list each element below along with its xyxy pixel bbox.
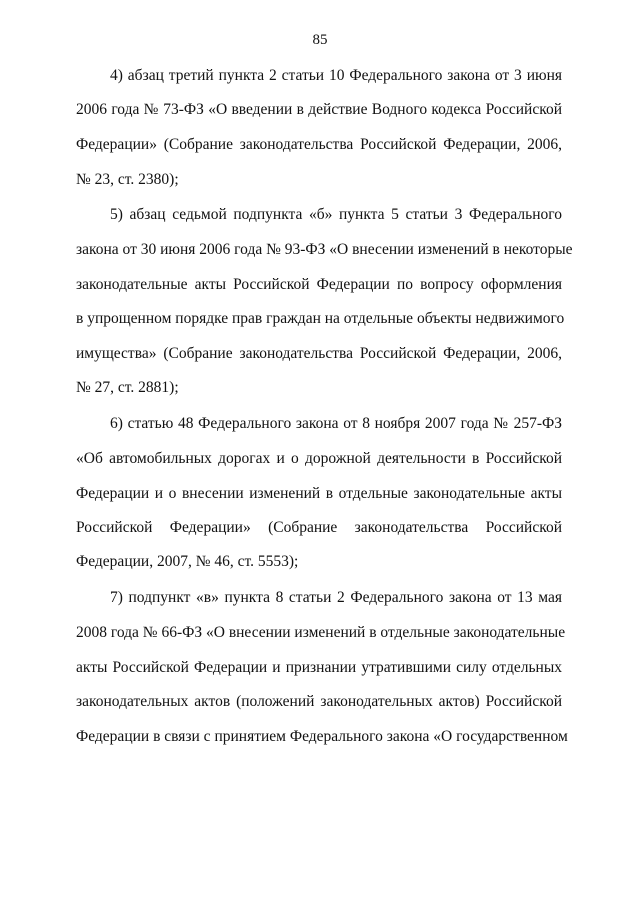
text-line: акты Российской Федерации и признании утратившими силу отдельных — [76, 659, 562, 676]
text-line: 7) подпункт «в» пункта 8 статьи 2 Федерального закона от 13 мая — [110, 589, 562, 606]
text-line: № 27, ст. 2881); — [76, 379, 179, 396]
text-line: 4) абзац третий пункта 2 статьи 10 Федерального закона от 3 июня — [110, 67, 562, 84]
text-line: 5) абзац седьмой подпункта «б» пункта 5 статьи 3 Федерального — [110, 206, 562, 223]
text-line: «Об автомобильных дорогах и о дорожной деятельности в Российской — [76, 450, 562, 467]
text-line: 2006 года № 73-ФЗ «О введении в действие Водного кодекса Российской — [76, 101, 562, 118]
text-line: законодательных актов (положений законодательных актов) Российской — [76, 693, 562, 710]
text-line: Федерации» (Собрание законодательства Российской Федерации, 2006, — [76, 136, 562, 153]
text-line: Российской Федерации» (Собрание законодательства Российской — [76, 519, 562, 536]
text-line: № 23, ст. 2380); — [76, 171, 179, 188]
text-line: имущества» (Собрание законодательства Российской Федерации, 2006, — [76, 345, 562, 362]
text-line: 2008 года № 66-ФЗ «О внесении изменений в отдельные законодательные — [76, 624, 566, 641]
text-line: в упрощенном порядке прав граждан на отдельные объекты недвижимого — [76, 310, 565, 327]
text-line: законодательные акты Российской Федерации по вопросу оформления — [76, 276, 562, 293]
text-line: Федерации и о внесении изменений в отдельные законодательные акты — [76, 485, 562, 502]
page-number: 85 — [312, 32, 328, 48]
text-line: закона от 30 июня 2006 года № 93-ФЗ «О внесении изменений в некоторые — [76, 241, 573, 258]
text-line: Федерации в связи с принятием Федерального закона «О государственном — [76, 728, 568, 745]
text-line: 6) статью 48 Федерального закона от 8 ноября 2007 года № 257-ФЗ — [110, 415, 562, 432]
text-line: Федерации, 2007, № 46, ст. 5553); — [76, 553, 299, 570]
